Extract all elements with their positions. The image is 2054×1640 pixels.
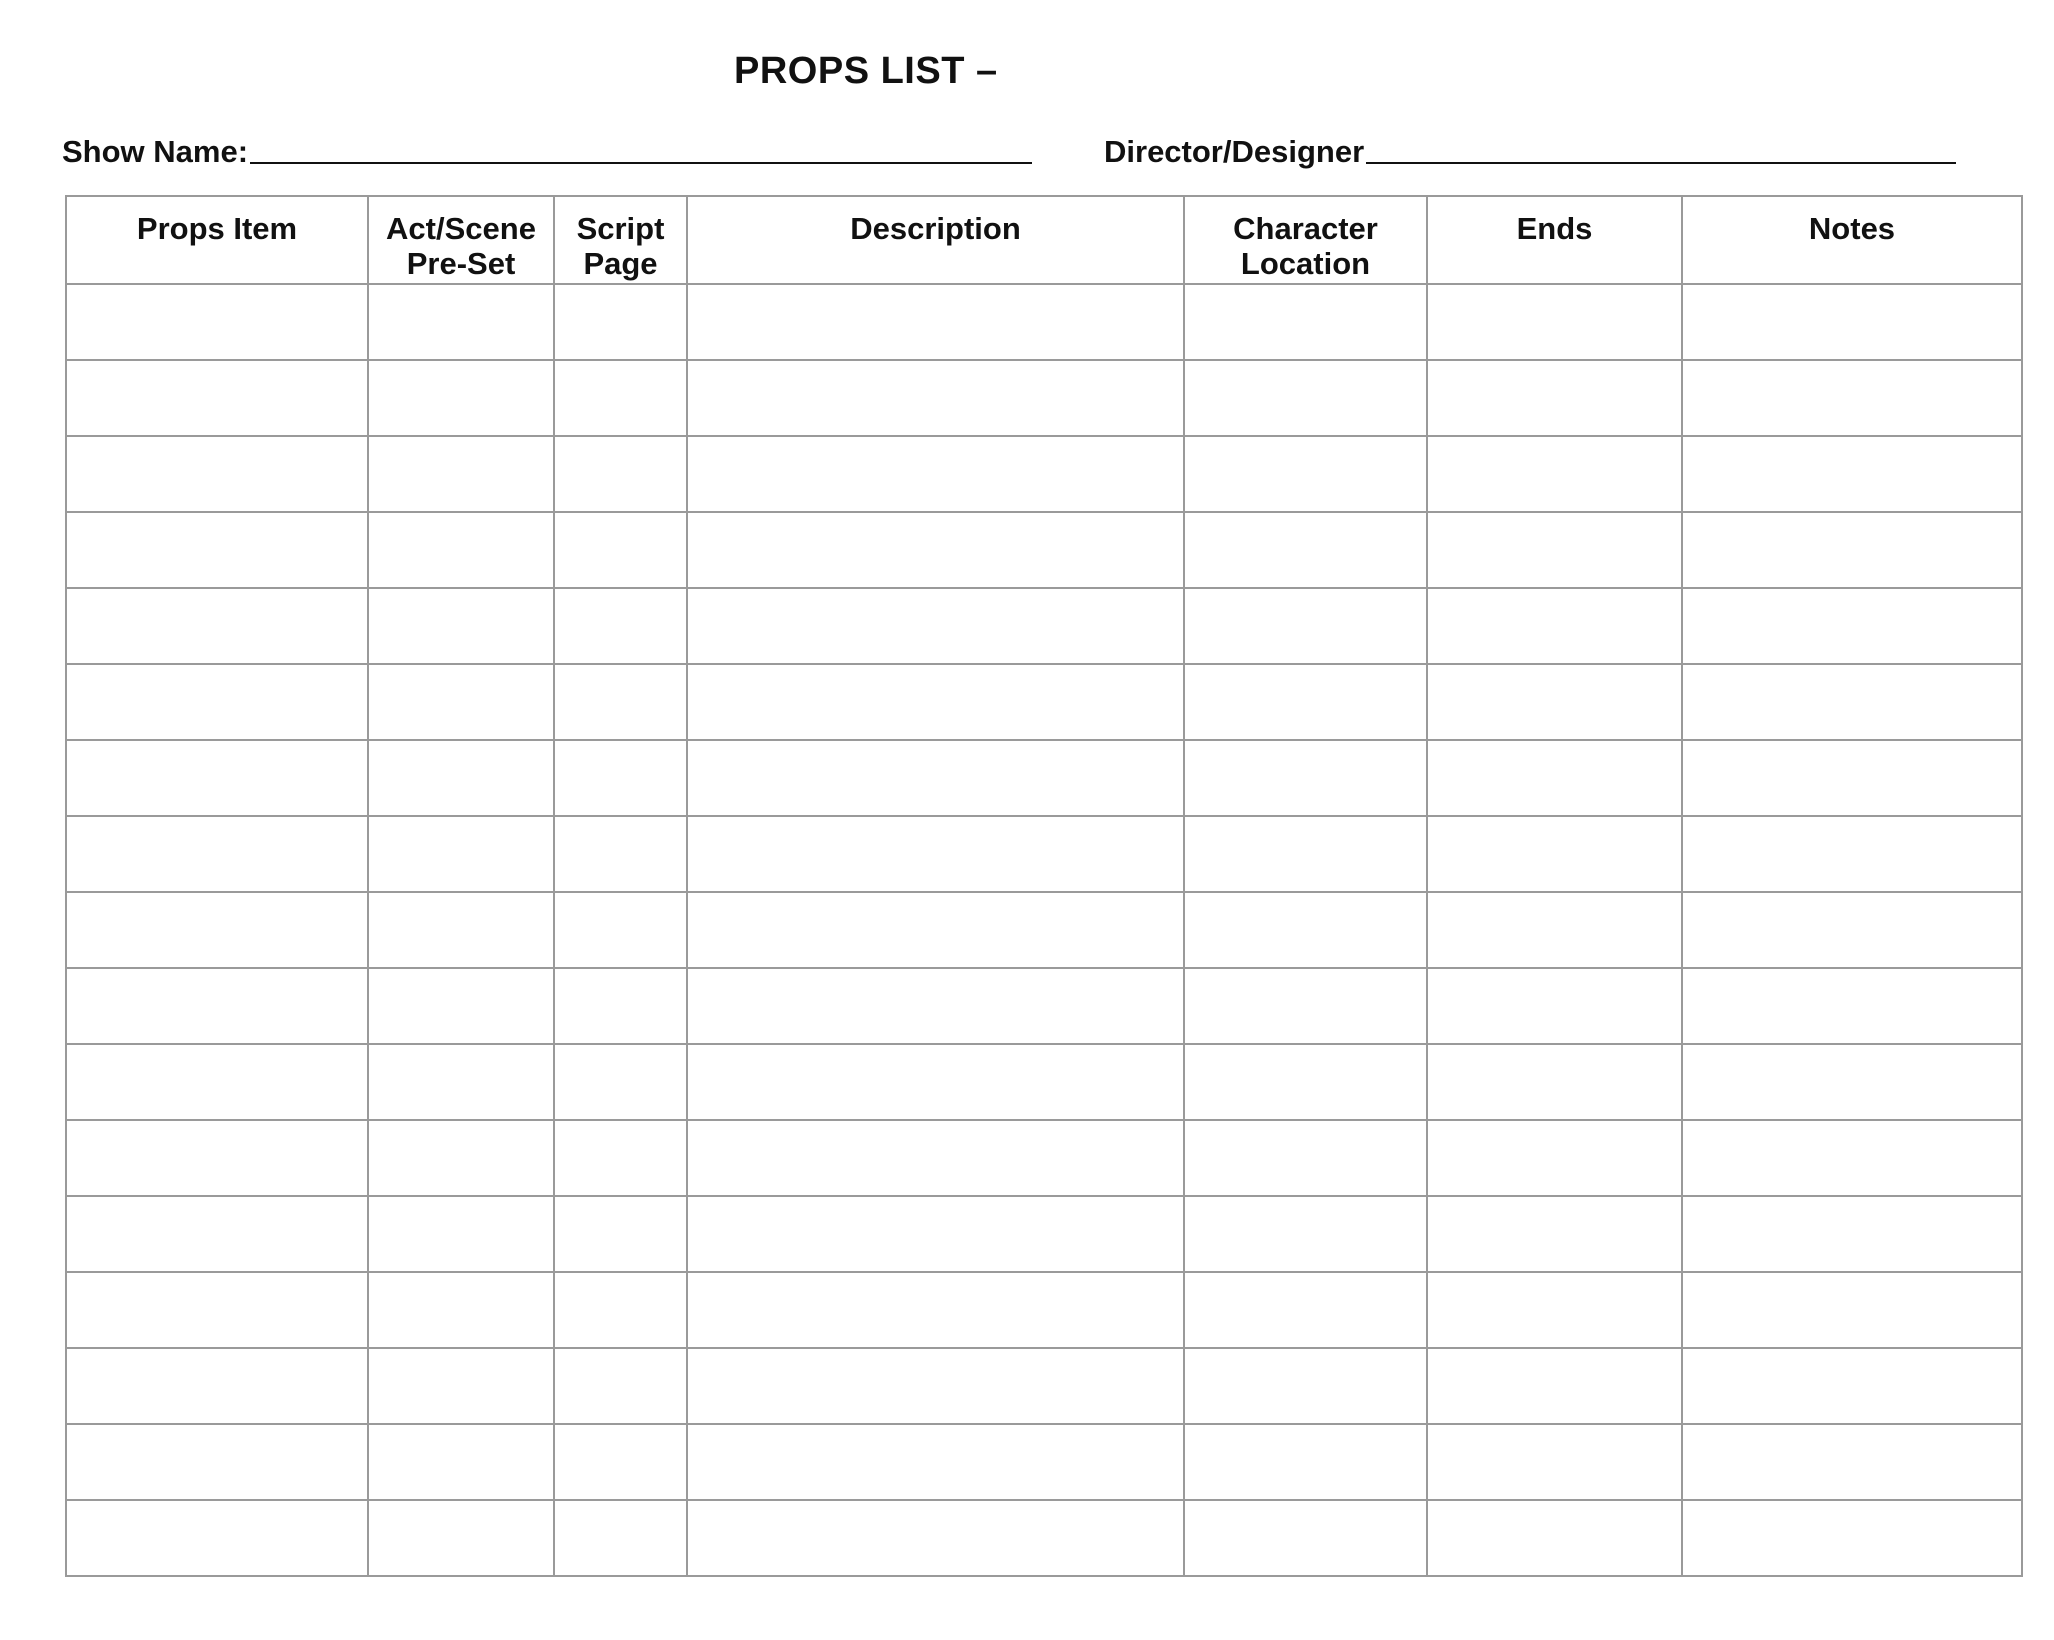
director-designer-label: Director/Designer [1104, 134, 1365, 169]
cell-ends[interactable] [1427, 816, 1682, 892]
cell-notes[interactable] [1682, 1272, 2022, 1348]
cell-description[interactable] [687, 588, 1184, 664]
cell-act-scene-preset[interactable] [368, 740, 554, 816]
cell-ends[interactable] [1427, 740, 1682, 816]
cell-description[interactable] [687, 512, 1184, 588]
cell-act-scene-preset[interactable] [368, 512, 554, 588]
cell-script-page[interactable] [554, 1196, 687, 1272]
cell-ends[interactable] [1427, 892, 1682, 968]
cell-description[interactable] [687, 284, 1184, 360]
cell-character-location[interactable] [1184, 1500, 1427, 1576]
show-name-label: Show Name: [62, 134, 249, 169]
cell-character-location[interactable] [1184, 284, 1427, 360]
cell-description[interactable] [687, 1500, 1184, 1576]
cell-props-item[interactable] [66, 284, 368, 360]
column-header-props-item: Props Item [66, 196, 368, 284]
cell-script-page[interactable] [554, 512, 687, 588]
cell-props-item[interactable] [66, 1424, 368, 1500]
cell-character-location[interactable] [1184, 968, 1427, 1044]
table-row [66, 1500, 2022, 1576]
cell-props-item[interactable] [66, 1500, 368, 1576]
cell-script-page[interactable] [554, 1044, 687, 1120]
cell-notes[interactable] [1682, 436, 2022, 512]
cell-props-item[interactable] [66, 360, 368, 436]
cell-ends[interactable] [1427, 1044, 1682, 1120]
cell-ends[interactable] [1427, 1348, 1682, 1424]
column-header-notes: Notes [1682, 196, 2022, 284]
cell-act-scene-preset[interactable] [368, 1044, 554, 1120]
cell-character-location[interactable] [1184, 1196, 1427, 1272]
cell-ends[interactable] [1427, 664, 1682, 740]
cell-ends[interactable] [1427, 360, 1682, 436]
cell-notes[interactable] [1682, 1044, 2022, 1120]
cell-description[interactable] [687, 1272, 1184, 1348]
cell-props-item[interactable] [66, 968, 368, 1044]
cell-character-location[interactable] [1184, 588, 1427, 664]
cell-props-item[interactable] [66, 1120, 368, 1196]
cell-ends[interactable] [1427, 1196, 1682, 1272]
cell-description[interactable] [687, 436, 1184, 512]
table-header-row [66, 196, 2022, 284]
cell-ends[interactable] [1427, 1120, 1682, 1196]
cell-ends[interactable] [1427, 1272, 1682, 1348]
page-title: PROPS LIST – [734, 50, 998, 92]
cell-notes[interactable] [1682, 1196, 2022, 1272]
cell-description[interactable] [687, 1424, 1184, 1500]
cell-ends[interactable] [1427, 512, 1682, 588]
cell-act-scene-preset[interactable] [368, 284, 554, 360]
column-header-character-location: Character Location [1184, 196, 1427, 284]
cell-props-item[interactable] [66, 892, 368, 968]
cell-character-location[interactable] [1184, 892, 1427, 968]
cell-description[interactable] [687, 1196, 1184, 1272]
cell-act-scene-preset[interactable] [368, 1348, 554, 1424]
cell-character-location[interactable] [1184, 664, 1427, 740]
cell-character-location[interactable] [1184, 436, 1427, 512]
cell-act-scene-preset[interactable] [368, 892, 554, 968]
cell-description[interactable] [687, 1120, 1184, 1196]
cell-script-page[interactable] [554, 1500, 687, 1576]
cell-script-page[interactable] [554, 1272, 687, 1348]
cell-script-page[interactable] [554, 1120, 687, 1196]
cell-character-location[interactable] [1184, 360, 1427, 436]
cell-character-location[interactable] [1184, 1348, 1427, 1424]
show-name-field[interactable] [62, 130, 1032, 170]
cell-script-page[interactable] [554, 1424, 687, 1500]
director-designer-field[interactable] [1104, 130, 1956, 170]
cell-notes[interactable] [1682, 892, 2022, 968]
cell-act-scene-preset[interactable] [368, 1424, 554, 1500]
cell-notes[interactable] [1682, 1348, 2022, 1424]
cell-script-page[interactable] [554, 816, 687, 892]
cell-props-item[interactable] [66, 1044, 368, 1120]
cell-description[interactable] [687, 892, 1184, 968]
table-row [66, 1044, 2022, 1120]
cell-act-scene-preset[interactable] [368, 588, 554, 664]
table-row [66, 740, 2022, 816]
cell-props-item[interactable] [66, 1196, 368, 1272]
cell-act-scene-preset[interactable] [368, 436, 554, 512]
table-row [66, 436, 2022, 512]
table-row [66, 1196, 2022, 1272]
cell-notes[interactable] [1682, 512, 2022, 588]
cell-props-item[interactable] [66, 512, 368, 588]
column-header-script-page: Script Page [554, 196, 687, 284]
cell-script-page[interactable] [554, 892, 687, 968]
table-row [66, 1272, 2022, 1348]
cell-props-item[interactable] [66, 664, 368, 740]
cell-character-location[interactable] [1184, 1120, 1427, 1196]
table-row [66, 1424, 2022, 1500]
cell-description[interactable] [687, 816, 1184, 892]
cell-props-item[interactable] [66, 1348, 368, 1424]
cell-props-item[interactable] [66, 588, 368, 664]
table-row [66, 664, 2022, 740]
cell-act-scene-preset[interactable] [368, 1500, 554, 1576]
cell-description[interactable] [687, 740, 1184, 816]
cell-description[interactable] [687, 664, 1184, 740]
column-header-description: Description [687, 196, 1184, 284]
cell-props-item[interactable] [66, 740, 368, 816]
cell-ends[interactable] [1427, 1424, 1682, 1500]
cell-act-scene-preset[interactable] [368, 1196, 554, 1272]
cell-ends[interactable] [1427, 284, 1682, 360]
table-row [66, 512, 2022, 588]
cell-script-page[interactable] [554, 588, 687, 664]
cell-props-item[interactable] [66, 816, 368, 892]
cell-character-location[interactable] [1184, 816, 1427, 892]
cell-act-scene-preset[interactable] [368, 360, 554, 436]
table-body [66, 284, 2022, 1576]
cell-description[interactable] [687, 360, 1184, 436]
cell-script-page[interactable] [554, 740, 687, 816]
column-header-act-scene-preset: Act/Scene Pre-Set [368, 196, 554, 284]
cell-act-scene-preset[interactable] [368, 816, 554, 892]
cell-script-page[interactable] [554, 968, 687, 1044]
cell-script-page[interactable] [554, 284, 687, 360]
cell-act-scene-preset[interactable] [368, 1272, 554, 1348]
show-name-input-line[interactable] [250, 162, 1032, 164]
table-row [66, 1348, 2022, 1424]
table-row [66, 1120, 2022, 1196]
cell-notes[interactable] [1682, 360, 2022, 436]
cell-act-scene-preset[interactable] [368, 664, 554, 740]
cell-notes[interactable] [1682, 1120, 2022, 1196]
cell-act-scene-preset[interactable] [368, 1120, 554, 1196]
table-row [66, 892, 2022, 968]
cell-notes[interactable] [1682, 816, 2022, 892]
cell-description[interactable] [687, 1348, 1184, 1424]
cell-ends[interactable] [1427, 436, 1682, 512]
cell-character-location[interactable] [1184, 512, 1427, 588]
table-row [66, 284, 2022, 360]
cell-script-page[interactable] [554, 436, 687, 512]
director-designer-input-line[interactable] [1366, 162, 1956, 164]
cell-notes[interactable] [1682, 284, 2022, 360]
cell-props-item[interactable] [66, 1272, 368, 1348]
cell-script-page[interactable] [554, 664, 687, 740]
table-row [66, 588, 2022, 664]
table-row [66, 968, 2022, 1044]
table-row [66, 816, 2022, 892]
cell-script-page[interactable] [554, 1348, 687, 1424]
cell-character-location[interactable] [1184, 1424, 1427, 1500]
cell-notes[interactable] [1682, 1424, 2022, 1500]
cell-notes[interactable] [1682, 968, 2022, 1044]
props-table [65, 195, 2023, 1577]
cell-notes[interactable] [1682, 588, 2022, 664]
cell-notes[interactable] [1682, 664, 2022, 740]
cell-ends[interactable] [1427, 588, 1682, 664]
column-header-ends: Ends [1427, 196, 1682, 284]
cell-notes[interactable] [1682, 1500, 2022, 1576]
table-row [66, 360, 2022, 436]
cell-ends[interactable] [1427, 1500, 1682, 1576]
cell-notes[interactable] [1682, 740, 2022, 816]
cell-ends[interactable] [1427, 968, 1682, 1044]
cell-description[interactable] [687, 1044, 1184, 1120]
cell-script-page[interactable] [554, 360, 687, 436]
cell-character-location[interactable] [1184, 1272, 1427, 1348]
cell-props-item[interactable] [66, 436, 368, 512]
cell-character-location[interactable] [1184, 740, 1427, 816]
cell-description[interactable] [687, 968, 1184, 1044]
cell-act-scene-preset[interactable] [368, 968, 554, 1044]
cell-character-location[interactable] [1184, 1044, 1427, 1120]
